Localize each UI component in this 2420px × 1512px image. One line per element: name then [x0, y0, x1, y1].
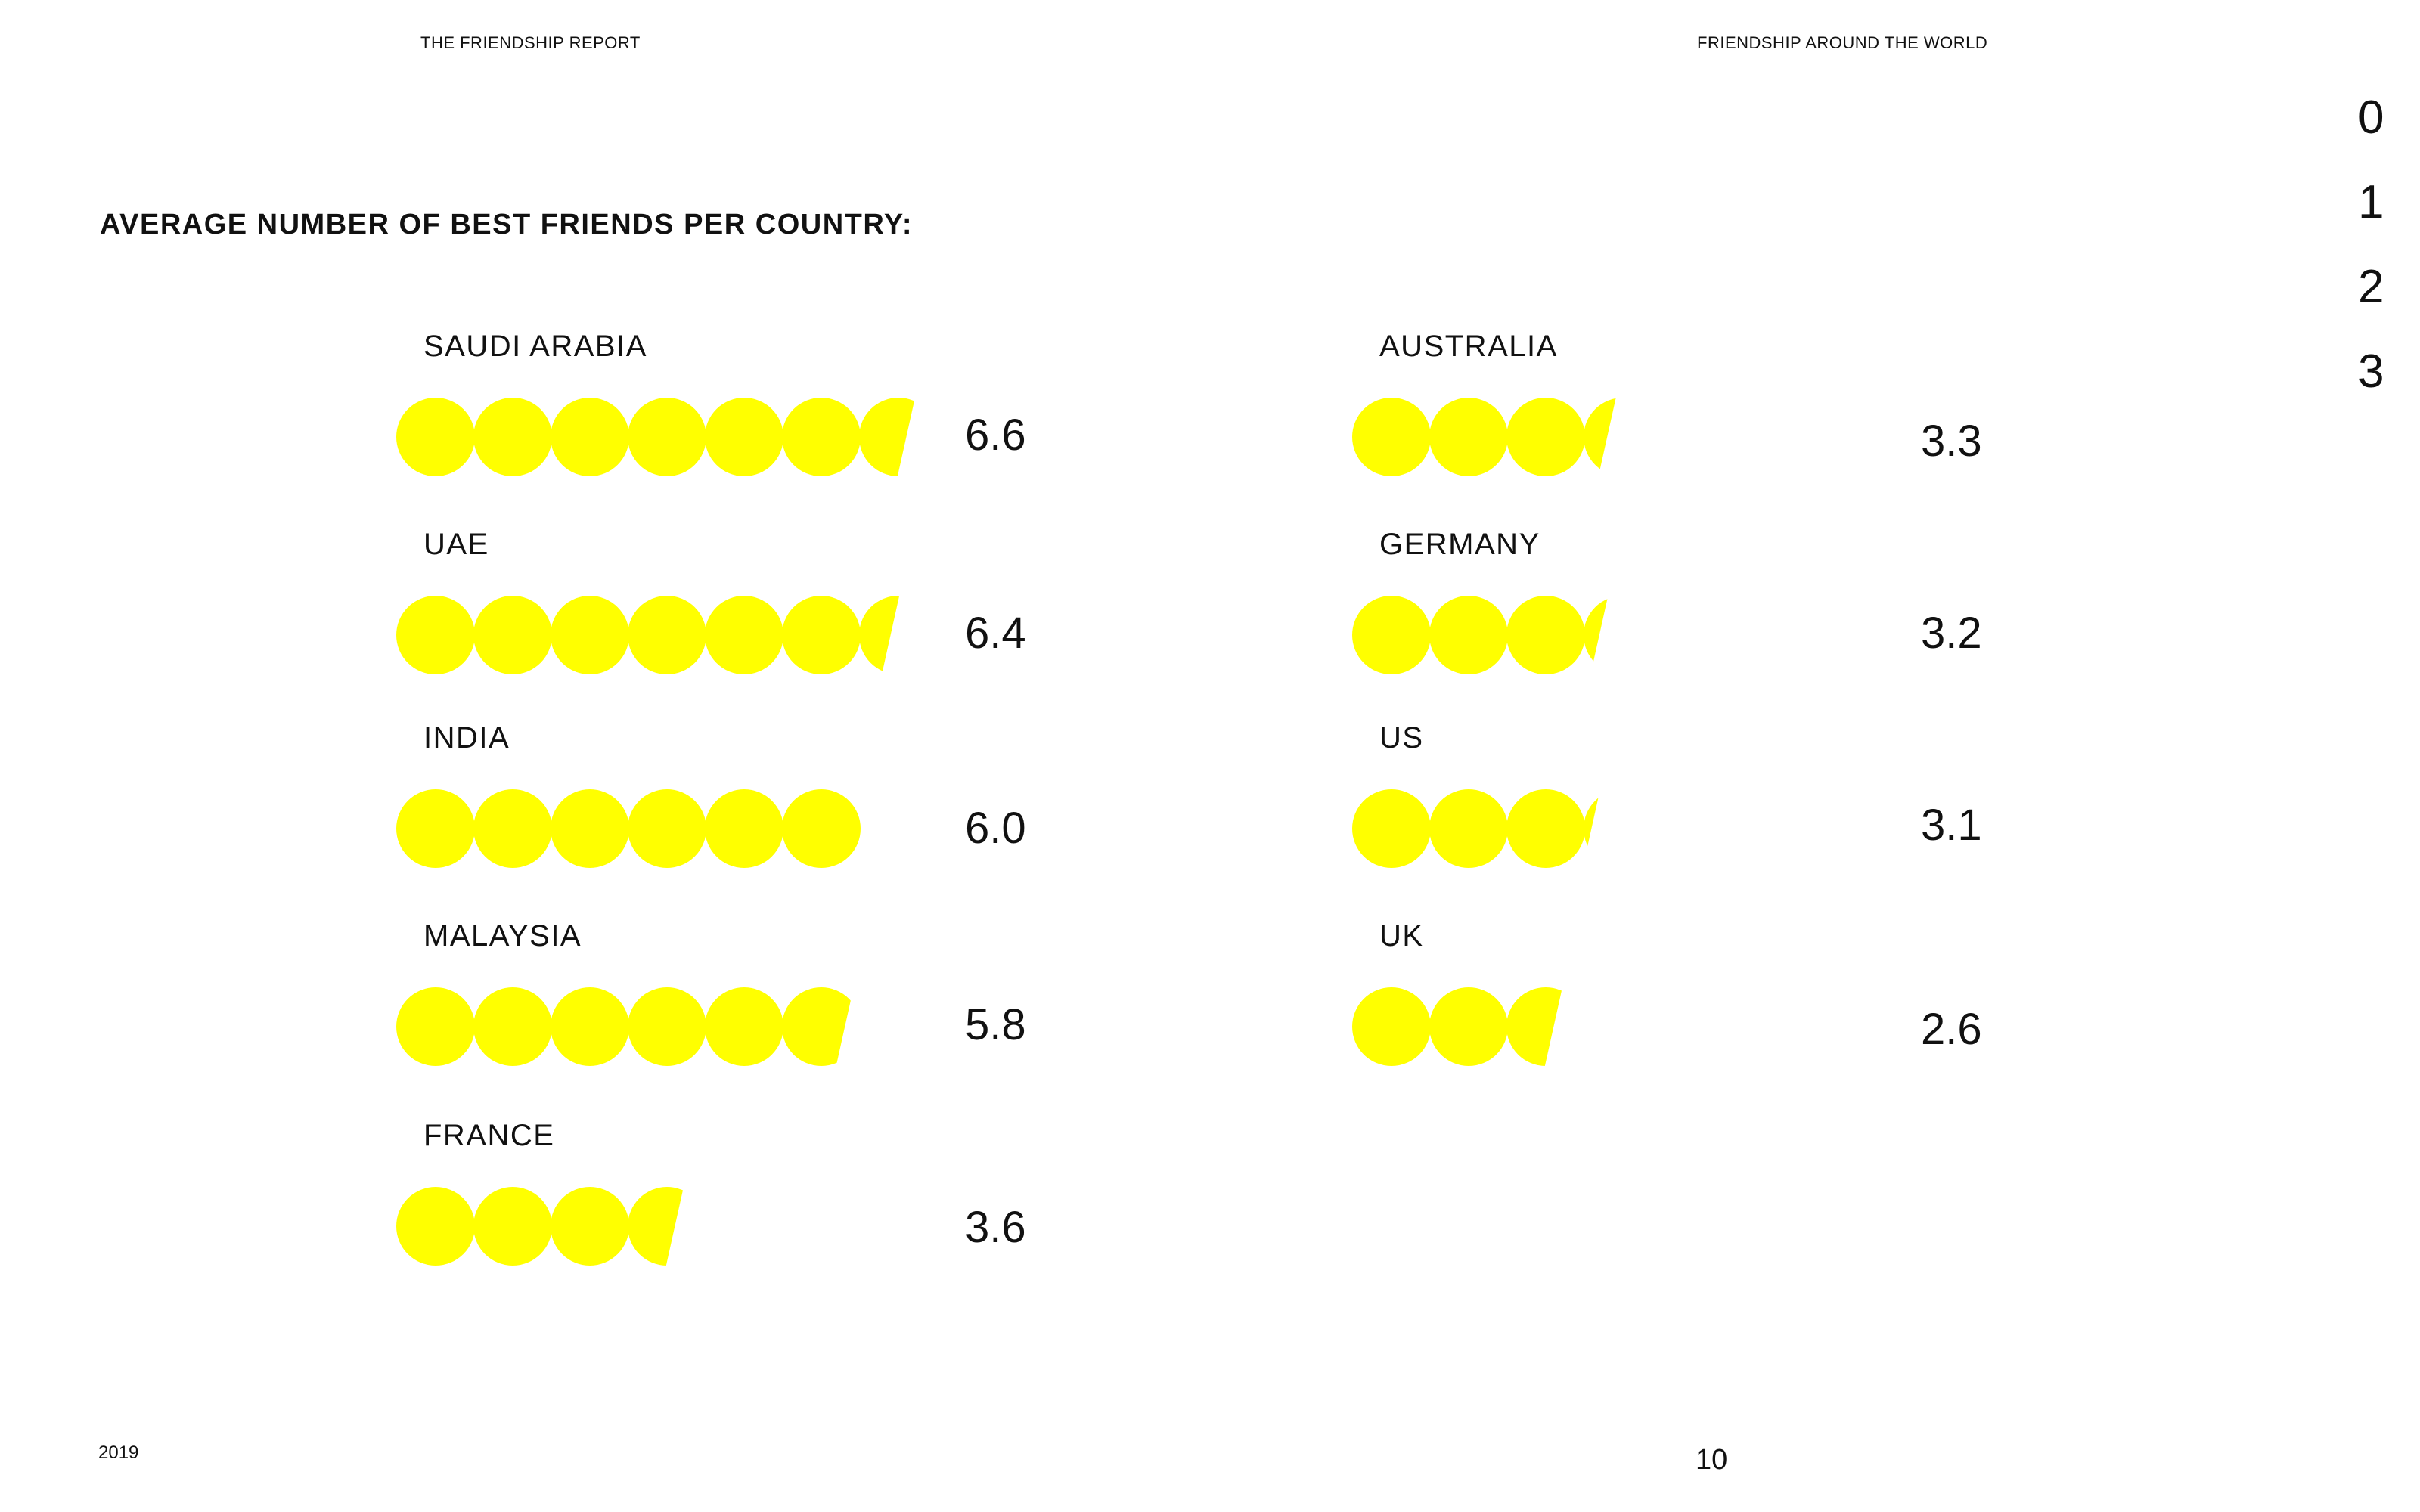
- partial-dot-australia: [1584, 398, 1662, 476]
- dot-germany-2: [1429, 596, 1508, 674]
- dot-row-malaysia: [396, 987, 861, 1066]
- dot-france-3: [551, 1187, 629, 1266]
- value-label-uae: 6.4: [965, 609, 1026, 658]
- dot-row-saudi-arabia: [396, 398, 938, 476]
- country-label-uk: UK: [1379, 919, 1424, 953]
- country-label-saudi-arabia: SAUDI ARABIA: [424, 330, 647, 363]
- dot-row-us: [1352, 789, 1662, 868]
- partial-dot-saudi-arabia: [859, 398, 938, 476]
- nav-number-1[interactable]: 1: [2358, 176, 2384, 228]
- dot-saudi-arabia-2: [473, 398, 552, 476]
- dot-uae-6: [782, 596, 861, 674]
- dot-germany-1: [1352, 596, 1431, 674]
- dot-france-2: [473, 1187, 552, 1266]
- dot-australia-2: [1429, 398, 1508, 476]
- dot-india-2: [473, 789, 552, 868]
- dot-uae-5: [705, 596, 783, 674]
- dot-us-3: [1506, 789, 1585, 868]
- value-label-india: 6.0: [965, 804, 1026, 853]
- dot-india-4: [628, 789, 706, 868]
- dot-india-6: [782, 789, 861, 868]
- page-number: 10: [1696, 1444, 1728, 1476]
- dot-india-5: [705, 789, 783, 868]
- partial-dot-malaysia: [782, 987, 861, 1066]
- partial-dot-uae: [859, 596, 938, 674]
- dot-row-germany: [1352, 596, 1662, 674]
- value-label-uk: 2.6: [1921, 1005, 1982, 1054]
- chart-title: AVERAGE NUMBER OF BEST FRIENDS PER COUNTRY:: [100, 209, 914, 240]
- nav-number-2[interactable]: 2: [2358, 261, 2384, 313]
- dot-row-india: [396, 789, 861, 868]
- partial-dot-uk: [1506, 987, 1585, 1066]
- dot-us-1: [1352, 789, 1431, 868]
- dot-saudi-arabia-3: [551, 398, 629, 476]
- dot-malaysia-1: [396, 987, 475, 1066]
- dot-malaysia-3: [551, 987, 629, 1066]
- report-title-header: THE FRIENDSHIP REPORT: [420, 33, 641, 52]
- dot-row-uae: [396, 596, 938, 674]
- nav-number-3[interactable]: 3: [2358, 345, 2384, 398]
- dot-uae-4: [628, 596, 706, 674]
- dot-saudi-arabia-6: [782, 398, 861, 476]
- country-label-australia: AUSTRALIA: [1379, 330, 1558, 363]
- partial-dot-germany: [1584, 596, 1662, 674]
- value-label-saudi-arabia: 6.6: [965, 411, 1026, 460]
- country-label-uae: UAE: [424, 528, 489, 561]
- partial-dot-us: [1584, 789, 1662, 868]
- dot-australia-3: [1506, 398, 1585, 476]
- dot-malaysia-4: [628, 987, 706, 1066]
- country-label-malaysia: MALAYSIA: [424, 919, 582, 953]
- dot-uae-3: [551, 596, 629, 674]
- dot-saudi-arabia-1: [396, 398, 475, 476]
- dot-australia-1: [1352, 398, 1431, 476]
- country-label-india: INDIA: [424, 721, 510, 754]
- dot-saudi-arabia-5: [705, 398, 783, 476]
- footer-year: 2019: [98, 1442, 139, 1463]
- value-label-australia: 3.3: [1921, 417, 1982, 466]
- dot-row-australia: [1352, 398, 1662, 476]
- value-label-us: 3.1: [1921, 801, 1982, 850]
- dot-uk-1: [1352, 987, 1431, 1066]
- dot-us-2: [1429, 789, 1508, 868]
- dot-malaysia-5: [705, 987, 783, 1066]
- dot-saudi-arabia-4: [628, 398, 706, 476]
- nav-number-0[interactable]: 0: [2358, 91, 2384, 144]
- value-label-germany: 3.2: [1921, 609, 1982, 658]
- dot-india-3: [551, 789, 629, 868]
- section-title-header: FRIENDSHIP AROUND THE WORLD: [1697, 33, 1988, 52]
- value-label-france: 3.6: [965, 1203, 1026, 1252]
- dot-uae-1: [396, 596, 475, 674]
- country-label-us: US: [1379, 721, 1424, 754]
- dot-india-1: [396, 789, 475, 868]
- value-label-malaysia: 5.8: [965, 1000, 1026, 1049]
- country-label-france: FRANCE: [424, 1119, 555, 1152]
- dot-malaysia-2: [473, 987, 552, 1066]
- dot-uk-2: [1429, 987, 1508, 1066]
- dot-germany-3: [1506, 596, 1585, 674]
- partial-dot-france: [628, 1187, 706, 1266]
- country-label-germany: GERMANY: [1379, 528, 1540, 561]
- dot-row-uk: [1352, 987, 1585, 1066]
- dot-uae-2: [473, 596, 552, 674]
- dot-row-france: [396, 1187, 706, 1266]
- dot-france-1: [396, 1187, 475, 1266]
